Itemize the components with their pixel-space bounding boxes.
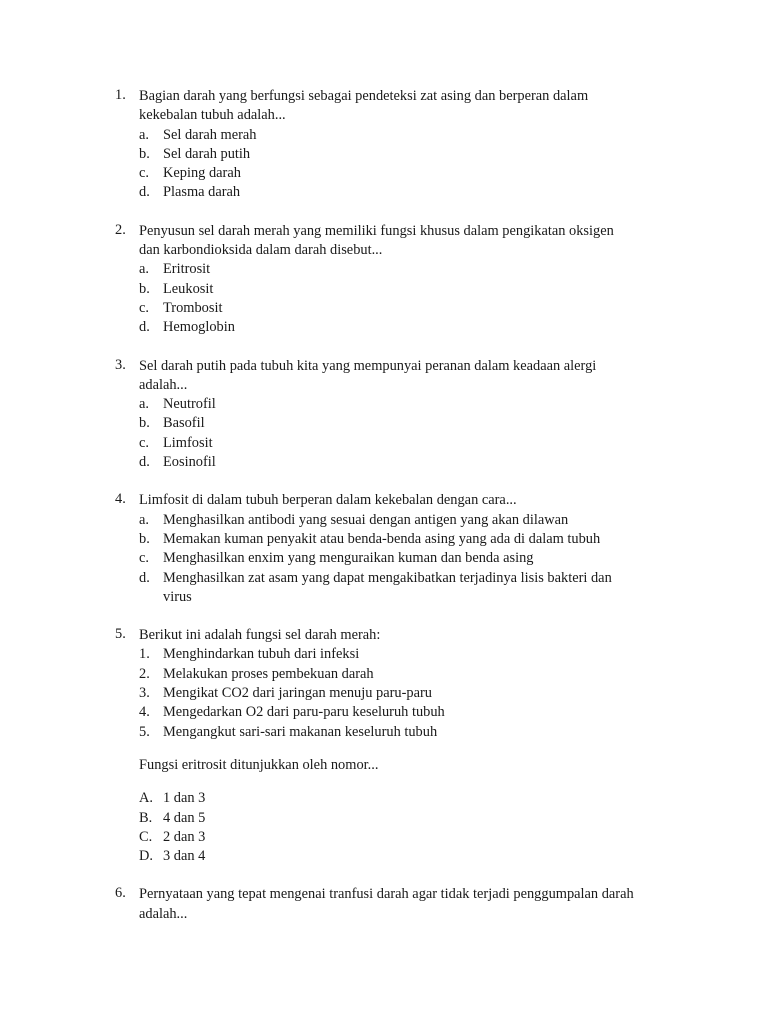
answer-option [139,809,674,828]
option-letter: C. [139,828,153,845]
answer-option [139,549,674,568]
option-text: 2 dan 3 [163,828,206,845]
option-text: Sel darah putih [163,145,251,162]
statement-number: 2. [139,665,150,682]
answer-option [139,299,674,318]
stem-line: kekebalan tubuh adalah... [139,107,286,124]
statement-item [139,684,674,703]
question-stem [139,885,674,924]
option-letter: b. [139,415,150,432]
question-stem [139,626,674,645]
stem-line: adalah... [139,376,188,393]
question-number: 2. [115,221,126,238]
answer-option [139,530,674,549]
answer-option [139,164,674,183]
stem-line: Berikut ini adalah fungsi sel darah merah: [139,627,381,644]
option-text: Keping darah [163,165,241,182]
option-text: Eritrosit [163,261,211,278]
stem-line: dan karbondioksida dalam darah disebut... [139,242,383,259]
answer-option [139,828,674,847]
stem-line: Pernyataan yang tepat mengenai tranfusi darah agar tidak terjadi penggumpalan darah [139,886,634,903]
question-number: 6. [115,885,126,902]
option-letter: a. [139,126,149,143]
answer-option [139,847,674,866]
question-number: 4. [115,491,126,508]
option-text: Hemoglobin [163,319,235,336]
answer-option [139,280,674,299]
option-letter: a. [139,511,149,528]
answer-option [139,318,674,337]
statement-number: 1. [139,646,150,663]
option-letter: c. [139,434,149,451]
question-stem [139,357,674,396]
option-text: virus [163,588,192,605]
answer-option [139,145,674,164]
option-text: 4 dan 5 [163,809,206,826]
spacer [139,775,674,789]
question-6 [0,885,674,924]
question-3 [0,357,674,473]
stem-line: Penyusun sel darah merah yang memiliki fungsi khusus dalam pengikatan oksigen [139,222,614,239]
option-text: Eosinofil [163,454,216,471]
option-letter: c. [139,299,149,316]
statement-item [139,703,674,722]
statement-item [139,723,674,742]
answer-option [139,395,674,414]
option-letter: b. [139,280,150,297]
option-letter: A. [139,790,153,807]
question-number: 1. [115,87,126,103]
option-letter: c. [139,550,149,567]
option-letter: c. [139,165,149,182]
option-text: Memakan kuman penyakit atau benda-benda asing yang ada di dalam tubuh [163,530,601,547]
statement-text: Mengikat CO2 dari jaringan menuju paru-paru [163,685,432,702]
answer-option [139,511,674,530]
option-letter: d. [139,569,150,586]
option-text: Basofil [163,415,205,432]
option-text: Sel darah merah [163,126,257,143]
statement-item [139,665,674,684]
answer-option [139,183,674,202]
option-text: Neutrofil [163,396,216,413]
stem-line: adalah... [139,905,188,922]
question-number: 3. [115,356,126,373]
answer-option [139,414,674,433]
option-letter: b. [139,145,150,162]
option-text: Leukosit [163,280,214,297]
option-letter: d. [139,454,150,471]
question-stem [139,87,674,126]
statement-text: Menghindarkan tubuh dari infeksi [163,646,360,663]
question-stem [139,491,674,510]
statement-text: Mengedarkan O2 dari paru-paru keseluruh tubuh [163,704,445,721]
question-2 [0,222,674,338]
option-text: 1 dan 3 [163,790,206,807]
stem-line: Limfosit di dalam tubuh berperan dalam kekebalan dengan cara... [139,492,517,509]
answer-option [139,569,674,608]
question-1 [0,87,674,203]
question-prompt: Fungsi eritrosit ditunjukkan oleh nomor... [139,756,379,773]
stem-line: Bagian darah yang berfungsi sebagai pendeteksi zat asing dan berperan dalam [139,88,589,104]
option-letter: d. [139,319,150,336]
answer-option [139,453,674,472]
statement-text: Melakukan proses pembekuan darah [163,665,374,682]
option-text: Plasma darah [163,184,241,201]
question-5 [0,626,674,866]
spacer [139,742,674,756]
answer-option [139,126,674,145]
statement-number: 4. [139,704,150,721]
option-letter: D. [139,848,153,865]
option-text: Menghasilkan antibodi yang sesuai dengan antigen yang akan dilawan [163,511,569,528]
question-stem [139,222,674,261]
answer-option [139,789,674,808]
document-page [0,87,768,943]
option-letter: b. [139,530,150,547]
option-letter: B. [139,809,153,826]
statement-number: 5. [139,723,150,740]
option-text: Menghasilkan enxim yang menguraikan kuman dan benda asing [163,550,534,567]
stem-line: Sel darah putih pada tubuh kita yang mempunyai peranan dalam keadaan alergi [139,357,597,374]
option-letter: a. [139,261,149,278]
statement-text: Mengangkut sari-sari makanan keseluruh tubuh [163,723,438,740]
option-letter: d. [139,184,150,201]
option-text: Limfosit [163,434,213,451]
option-text: Trombosit [163,299,223,316]
statement-item [139,645,674,664]
option-text: Menghasilkan zat asam yang dapat mengakibatkan terjadinya lisis bakteri dan [163,569,612,586]
question-number: 5. [115,626,126,643]
question-4 [0,491,674,607]
option-letter: a. [139,396,149,413]
statement-number: 3. [139,685,150,702]
answer-option [139,434,674,453]
answer-option [139,260,674,279]
option-text: 3 dan 4 [163,848,206,865]
